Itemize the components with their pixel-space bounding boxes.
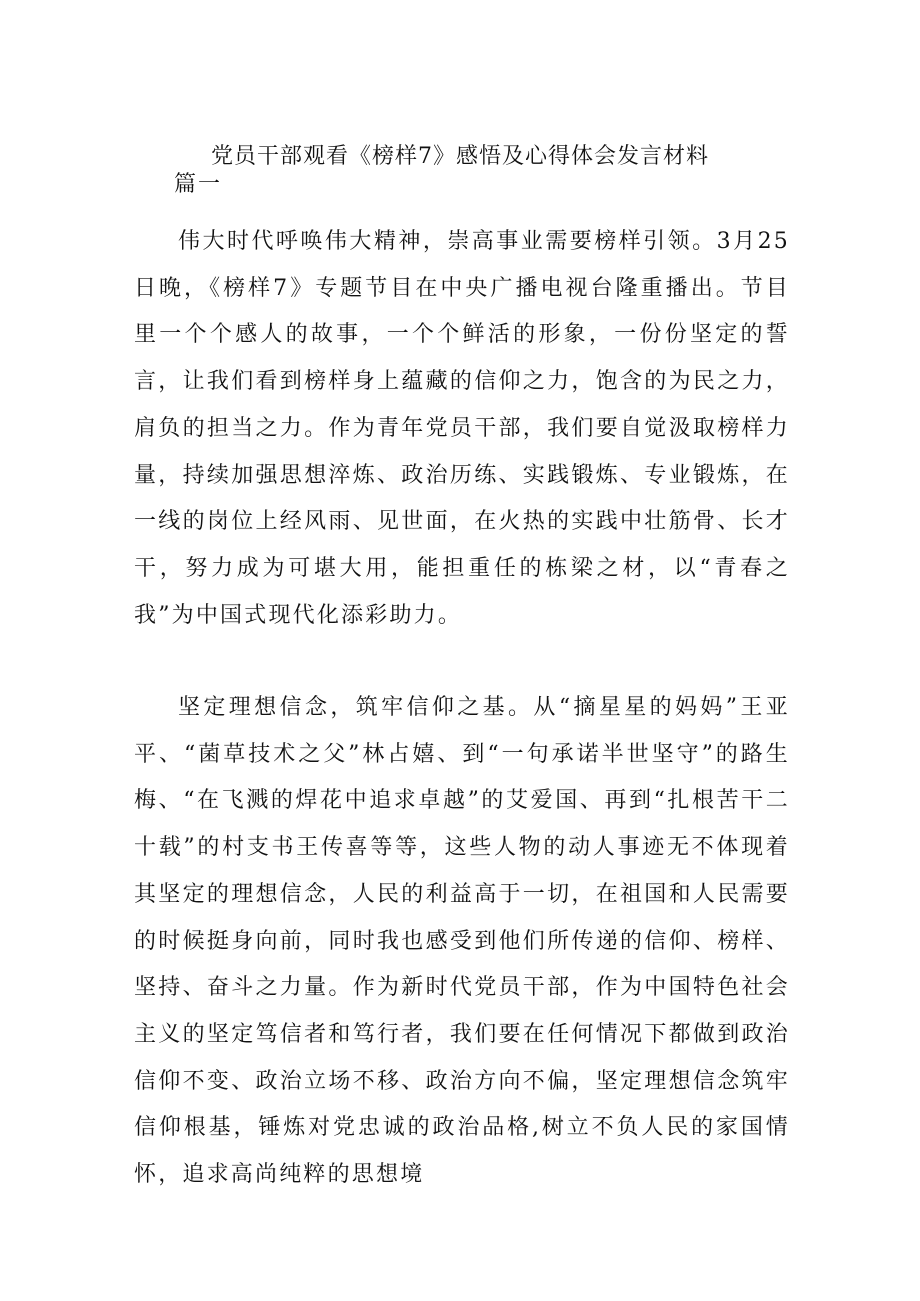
section-heading: 篇一 xyxy=(174,172,223,197)
paragraph-2: 坚定理想信念，筑牢信仰之基。从“摘星星的妈妈”王亚平、“菌草技术之父”林占嬉、到“一句承诺半世坚守”的路生梅、“在飞溅的焊花中追求卓越”的艾爱国、再到“扎根苦干二十载”的村支书王传喜等等，这些人物的动人事迹无不体现着其坚定的理想信念，人民的利益高于一切，在祖国和人民需要的时候挺身向前，同时我也感受到他们所传递的信仰、榜样、坚持、奋斗之力量。作为新时代党员干部，作为中国特色社会主义的坚定笃信者和笃行者，我们要在任何情况下都做到政治信仰不变、政治立场不移、政治方向不偏，坚定理想信念筑牢信仰根基，锤炼对党忠诚的政治品格,树立不负人民的家国情怀，追求高尚纯粹的思想境 xyxy=(134,695,790,1188)
paragraph-1: 伟大时代呼唤伟大精神，崇高事业需要榜样引领。3月25日晚，《榜样7》专题节目在中央广播电视台隆重播出。节目里一个个感人的故事，一个个鲜活的形象，一份份坚定的誓言，让我们看到榜样身上蕴藏的信仰之力，饱含的为民之力，肩负的担当之力。作为青年党员干部，我们要自觉汲取榜样力量，持续加强思想淬炼、政治历练、实践锻炼、专业锻炼，在一线的岗位上经风雨、见世面，在火热的实践中壮筋骨、长才干，努力成为可堪大用，能担重任的栋梁之材，以“青春之我”为中国式现代化添彩助力。 xyxy=(134,229,790,628)
document-title: 党员干部观看《榜样7》感悟及心得体会发言材料 xyxy=(211,144,709,169)
